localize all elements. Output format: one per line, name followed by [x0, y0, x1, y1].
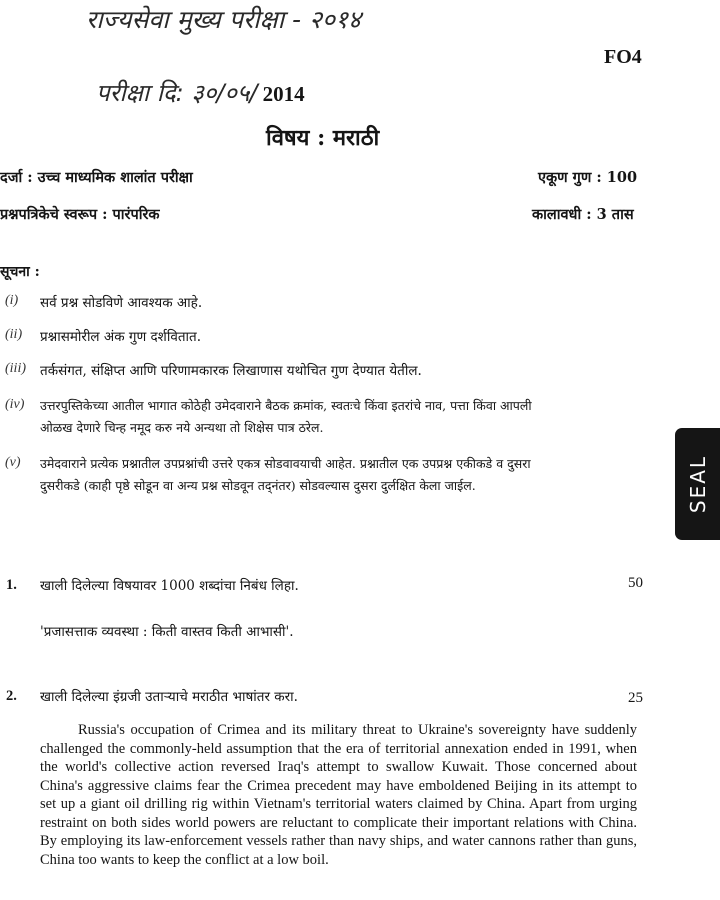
- instruction-text: उमेदवाराने प्रत्येक प्रश्नातील उपप्रश्नांची उत्तरे एकत्र सोडवावयाची आहेत. प्रश्नातील एक उपप्रश्न एकीकडे व दुसरा: [40, 456, 531, 471]
- question-text: खाली दिलेल्या इंग्रजी उताऱ्याचे मराठीत भाषांतर करा.: [40, 689, 298, 705]
- seal-label: SEAL: [685, 454, 710, 514]
- date-year: 2014: [262, 82, 305, 106]
- question-number: 1.: [6, 577, 17, 593]
- seal-tab: [675, 428, 720, 540]
- instruction-text: सर्व प्रश्न सोडविणे आवश्यक आहे.: [40, 295, 203, 311]
- instruction-text: ओळख देणारे चिन्ह नमूद करु नये अन्यथा तो शिक्षेस पात्र ठरेल.: [40, 420, 324, 435]
- question-number: 2.: [6, 688, 17, 704]
- instruction-text: प्रश्नासमोरील अंक गुण दर्शवितात.: [40, 329, 202, 345]
- date-handwritten: परीक्षा दि: ३०/०५/: [96, 79, 258, 107]
- question-text: खाली दिलेल्या विषयावर 1000 शब्दांचा निबंध लिहा.: [40, 578, 299, 594]
- instruction-number: (i): [5, 293, 19, 308]
- paper-code: FO4: [604, 46, 642, 68]
- instruction-number: (ii): [5, 327, 23, 342]
- essay-topic: 'प्रजासत्ताक व्यवस्था : किती वास्तव किती आभासी'.: [40, 624, 294, 640]
- total-marks: एकूण गुण : 100: [538, 169, 638, 186]
- exam-level: दर्जा : उच्च माध्यमिक शालांत परीक्षा: [0, 169, 193, 186]
- paper-type: प्रश्नपत्रिकेचे स्वरूप : पारंपरिक: [0, 206, 160, 223]
- instruction-number: (iii): [5, 361, 26, 376]
- handwritten-exam-title: राज्यसेवा मुख्य परीक्षा - २०१४: [86, 5, 361, 34]
- subject-heading: विषय : मराठी: [266, 125, 380, 151]
- duration: कालावधी : 3 तास: [532, 206, 634, 223]
- instruction-number: (iv): [5, 397, 25, 412]
- question-marks: 50: [628, 575, 643, 591]
- instruction-text: दुसरीकडे (काही पृष्ठे सोडून वा अन्य प्रश्न सोडवून तद्नंतर) सोडवल्यास दुसरा दुर्लक्षित केला जाईल.: [40, 478, 476, 493]
- instruction-text: उत्तरपुस्तिकेच्या आतील भागात कोठेही उमेदवाराने बैठक क्रमांक, स्वतःचे किंवा इतरांचे नाव, पत्ता किंवा आपली: [40, 398, 532, 413]
- instruction-text: तर्कसंगत, संक्षिप्त आणि परिणामकारक लिखाणास यथोचित गुण देण्यात येतील.: [40, 363, 422, 379]
- translation-passage: Russia's occupation of Crimea and its military threat to Ukraine's sovereignty have suddenly challenged the commonly-held assumption that the era of territorial annexation ended in 1991, when the world's collective action reversed Iraq's attempt to swallow Kuwait. Those concerned about China's aggressive claims fear the Crimea precedent may have emboldened Beijing in its attempt to set up a giant oil drilling rig within Vietnam's territorial waters claimed by China. Apart from urging restraint on both sides world powers are reluctant to complicate their important relations with China. By employing its law-enforcement vessels rather than navy ships, and water cannons rather than guns, China too wants to keep the conflict at a low boil.: [40, 722, 637, 868]
- exam-date: [96, 76, 305, 109]
- instructions-heading: सूचना :: [0, 264, 40, 280]
- instruction-number: (v): [5, 455, 21, 470]
- question-marks: 25: [628, 690, 643, 706]
